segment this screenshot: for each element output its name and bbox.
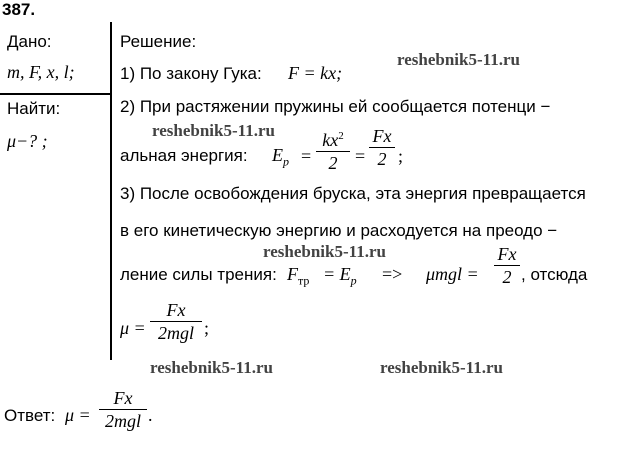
answer-lhs: μ = [65, 405, 91, 425]
fraction-fx-over-2: Fx 2 [369, 126, 395, 169]
step3-ftr: $F_{тр}$ [287, 264, 310, 288]
given-divider-vertical [110, 22, 112, 360]
watermark: reshebnik5-11.ru [397, 50, 520, 69]
step3-mumgl: μmgl = [426, 264, 479, 284]
solution-label: Решение: [120, 32, 197, 51]
answer-period: . [148, 405, 153, 425]
step3-line2: в его кинетическую энергию и расходуется на преодо − [120, 221, 558, 240]
mu-lhs: μ = [120, 318, 146, 338]
step3-implies: => [382, 264, 403, 284]
step1-formula: F = kx; [288, 63, 343, 83]
fraction-fx-over-2-step3: Fx 2 [494, 244, 520, 287]
problem-number: 387. [2, 0, 36, 19]
step2-line2-text: альная энергия: [120, 146, 248, 165]
find-target: μ−? ; [7, 131, 48, 151]
given-divider-horizontal [0, 93, 110, 95]
answer-fraction: Fx 2mgl [99, 388, 147, 431]
step1-text: 1) По закону Гука: [120, 64, 262, 83]
step3-line3-text: ление силы трения: [120, 265, 277, 284]
answer-label: Ответ: [4, 406, 56, 425]
given-variables: m, F, x, l; [7, 62, 75, 82]
step2-ep: $E_p$ [272, 145, 289, 169]
step2-equals: = [301, 146, 312, 166]
fraction-kx2-over-2: $kx^2$ 2 [316, 126, 350, 173]
step2-line1: 2) При растяжении пружины ей сообщается потенци − [120, 97, 551, 116]
find-label: Найти: [7, 99, 61, 118]
watermark: reshebnik5-11.ru [380, 358, 503, 377]
watermark: reshebnik5-11.ru [152, 121, 275, 140]
step3-line1: 3) После освобождения бруска, эта энергия превращается [120, 184, 586, 203]
step2-semicolon: ; [398, 146, 404, 166]
given-label: Дано: [7, 32, 52, 51]
watermark: reshebnik5-11.ru [263, 242, 386, 261]
step2-equals-2: = [355, 146, 366, 166]
step3-ep: = $E_p$ [323, 264, 357, 288]
mu-semicolon: ; [204, 318, 210, 338]
watermark: reshebnik5-11.ru [150, 358, 273, 377]
step3-hence: , отсюда [521, 265, 588, 284]
fraction-mu: Fx 2mgl [150, 300, 202, 343]
